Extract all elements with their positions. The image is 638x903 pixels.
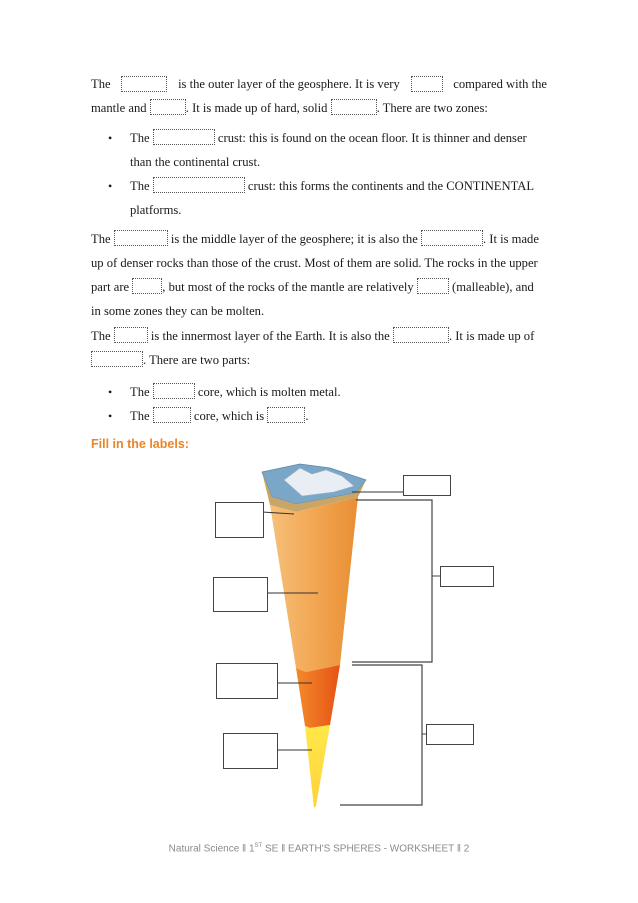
text: core, which is [193,409,265,423]
text: . It is made [482,232,539,246]
bullet-icon: • [108,385,113,399]
label-box-core-group[interactable] [426,724,474,745]
footer-level-sup: ST [254,843,263,849]
text: . It is made up of [448,329,535,343]
text: is the outer layer of the geosphere. It is very [178,77,400,91]
text: part are [91,280,130,294]
footer-sep: ‖ [242,843,247,855]
text: up of denser rocks than those of the crust. Most of them are solid. The rocks in the upper [91,256,538,270]
text: The [130,385,150,399]
text: platforms. [130,203,182,217]
footer-page: 2 [463,843,470,855]
text: in some zones they can be molten. [91,304,265,318]
text: . It is made up of hard, solid [185,101,328,115]
text: is the middle layer of the geosphere; it is also the [170,232,418,246]
bullet-icon: • [108,409,113,423]
text: mantle and [91,101,147,115]
mantle-layer [270,497,358,672]
bullet-icon: • [108,131,113,145]
footer-sep: ‖ [456,843,461,855]
text: crust: this is found on the ocean floor. It is thinner and denser [217,131,527,145]
text: The [91,329,111,343]
section-heading: Fill in the labels: [91,437,189,451]
text: , but most of the rocks of the mantle are relatively [162,280,414,294]
footer-level: 1 [248,843,255,855]
bullet-icon: • [108,179,113,193]
label-box-crust[interactable] [215,502,264,538]
text: (malleable), and [452,280,534,294]
text: . There are two parts: [143,353,251,367]
text: core, which is molten metal. [197,385,341,399]
text: The [91,232,111,246]
text: is the innermost layer of the Earth. It is also the [150,329,390,343]
text: The [130,131,150,145]
footer-sep: ‖ [281,843,286,855]
label-box-outer-core[interactable] [216,663,278,699]
text: The [130,409,150,423]
text: than the continental crust. [130,155,261,169]
footer-level-tail: SE [264,843,279,855]
label-box-inner-core[interactable] [223,733,278,769]
page-footer [0,843,638,854]
label-box-mantle[interactable] [213,577,268,612]
inner-core-layer [305,725,330,808]
label-box-top-right[interactable] [403,475,451,496]
text: crust: this forms the continents and the CONTINENTAL [247,179,535,193]
text: compared with the [453,77,547,91]
label-box-lithosphere[interactable] [440,566,494,587]
footer-subject: Natural Science [168,843,240,855]
text: . [305,409,309,423]
text: . There are two zones: [376,101,488,115]
outer-core-layer [296,665,340,728]
text: The [130,179,150,193]
text: The [91,77,111,91]
footer-title: EARTH'S SPHERES - WORKSHEET [288,843,455,855]
